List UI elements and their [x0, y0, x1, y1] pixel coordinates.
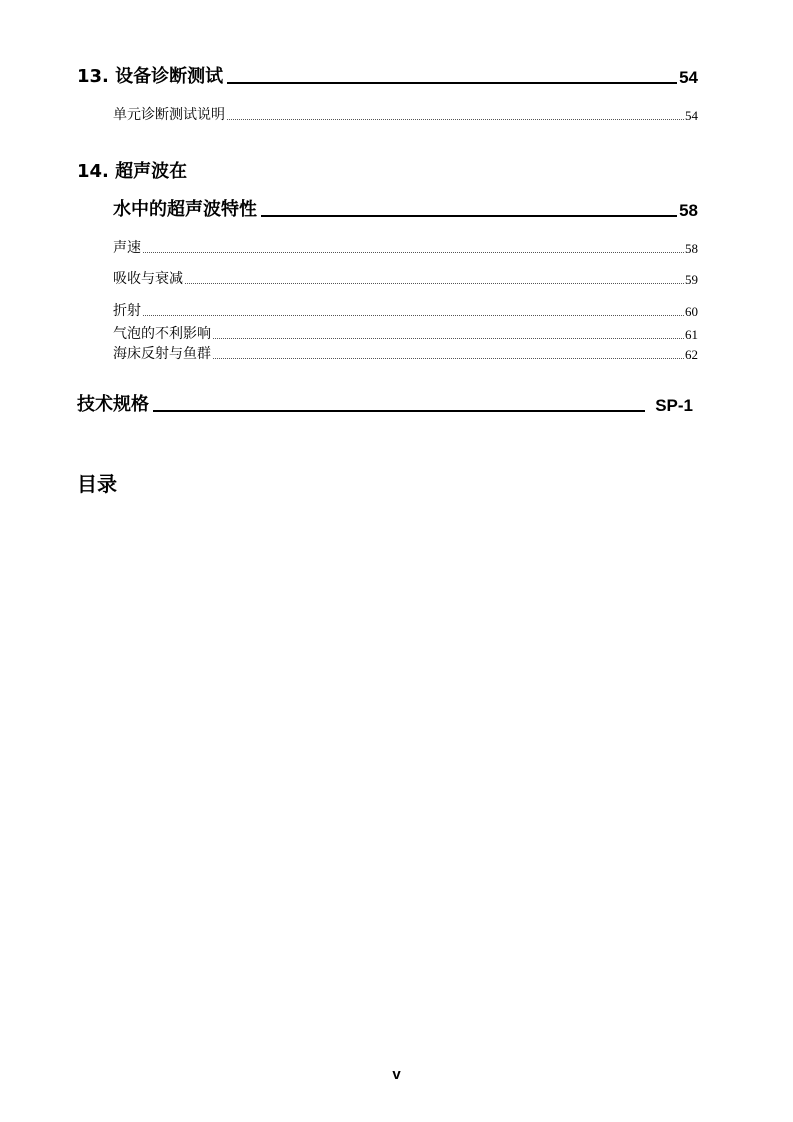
toc-entry-absorption[interactable] — [113, 270, 698, 288]
toc-leader-line — [227, 82, 677, 84]
toc-entry-refraction[interactable] — [113, 302, 698, 320]
contents-heading: 目录 — [77, 472, 117, 496]
toc-entry-title: 海床反射与鱼群 — [113, 346, 211, 362]
toc-page-number: 60 — [685, 304, 698, 319]
toc-entry-section-14[interactable] — [113, 197, 698, 221]
toc-page-number: 62 — [685, 347, 698, 362]
toc-entry-title: 13. 设备诊断测试 — [77, 66, 224, 87]
toc-entry-bubbles[interactable] — [113, 325, 698, 343]
toc-entry-title: 技术规格 — [77, 394, 149, 415]
toc-page-number: 61 — [685, 327, 698, 342]
toc-entry-title: 单元诊断测试说明 — [113, 107, 225, 123]
toc-dot-leader — [227, 119, 684, 120]
page-number: v — [392, 1066, 401, 1083]
toc-dot-leader — [213, 358, 684, 359]
toc-leader-line — [261, 215, 677, 217]
toc-entry-title: 吸收与衰减 — [113, 271, 183, 287]
toc-page-number: 54 — [685, 108, 698, 123]
toc-entry-specifications[interactable] — [77, 392, 693, 416]
toc-dot-leader — [143, 252, 684, 253]
toc-entry-sound-speed[interactable] — [113, 239, 698, 257]
toc-page-number: 54 — [679, 68, 698, 87]
toc-entry-title: 气泡的不利影响 — [113, 326, 211, 342]
toc-page-number: SP-1 — [655, 396, 693, 415]
toc-page-number: 58 — [679, 201, 698, 220]
toc-entry-title: 声速 — [113, 240, 141, 256]
toc-page-number: 59 — [685, 272, 698, 287]
toc-dot-leader — [185, 283, 684, 284]
toc-leader-line — [153, 410, 645, 412]
toc-entry-section-13[interactable] — [77, 64, 698, 88]
toc-entry-title: 折射 — [113, 303, 141, 319]
toc-section-14-heading: 14. 超声波在 — [77, 161, 188, 182]
toc-entry-title: 水中的超声波特性 — [113, 199, 257, 220]
toc-dot-leader — [213, 338, 684, 339]
toc-entry-seabed-fish[interactable] — [113, 345, 698, 363]
toc-dot-leader — [143, 315, 684, 316]
toc-entry-diagnostic-description[interactable] — [113, 106, 698, 124]
toc-page-number: 58 — [685, 241, 698, 256]
